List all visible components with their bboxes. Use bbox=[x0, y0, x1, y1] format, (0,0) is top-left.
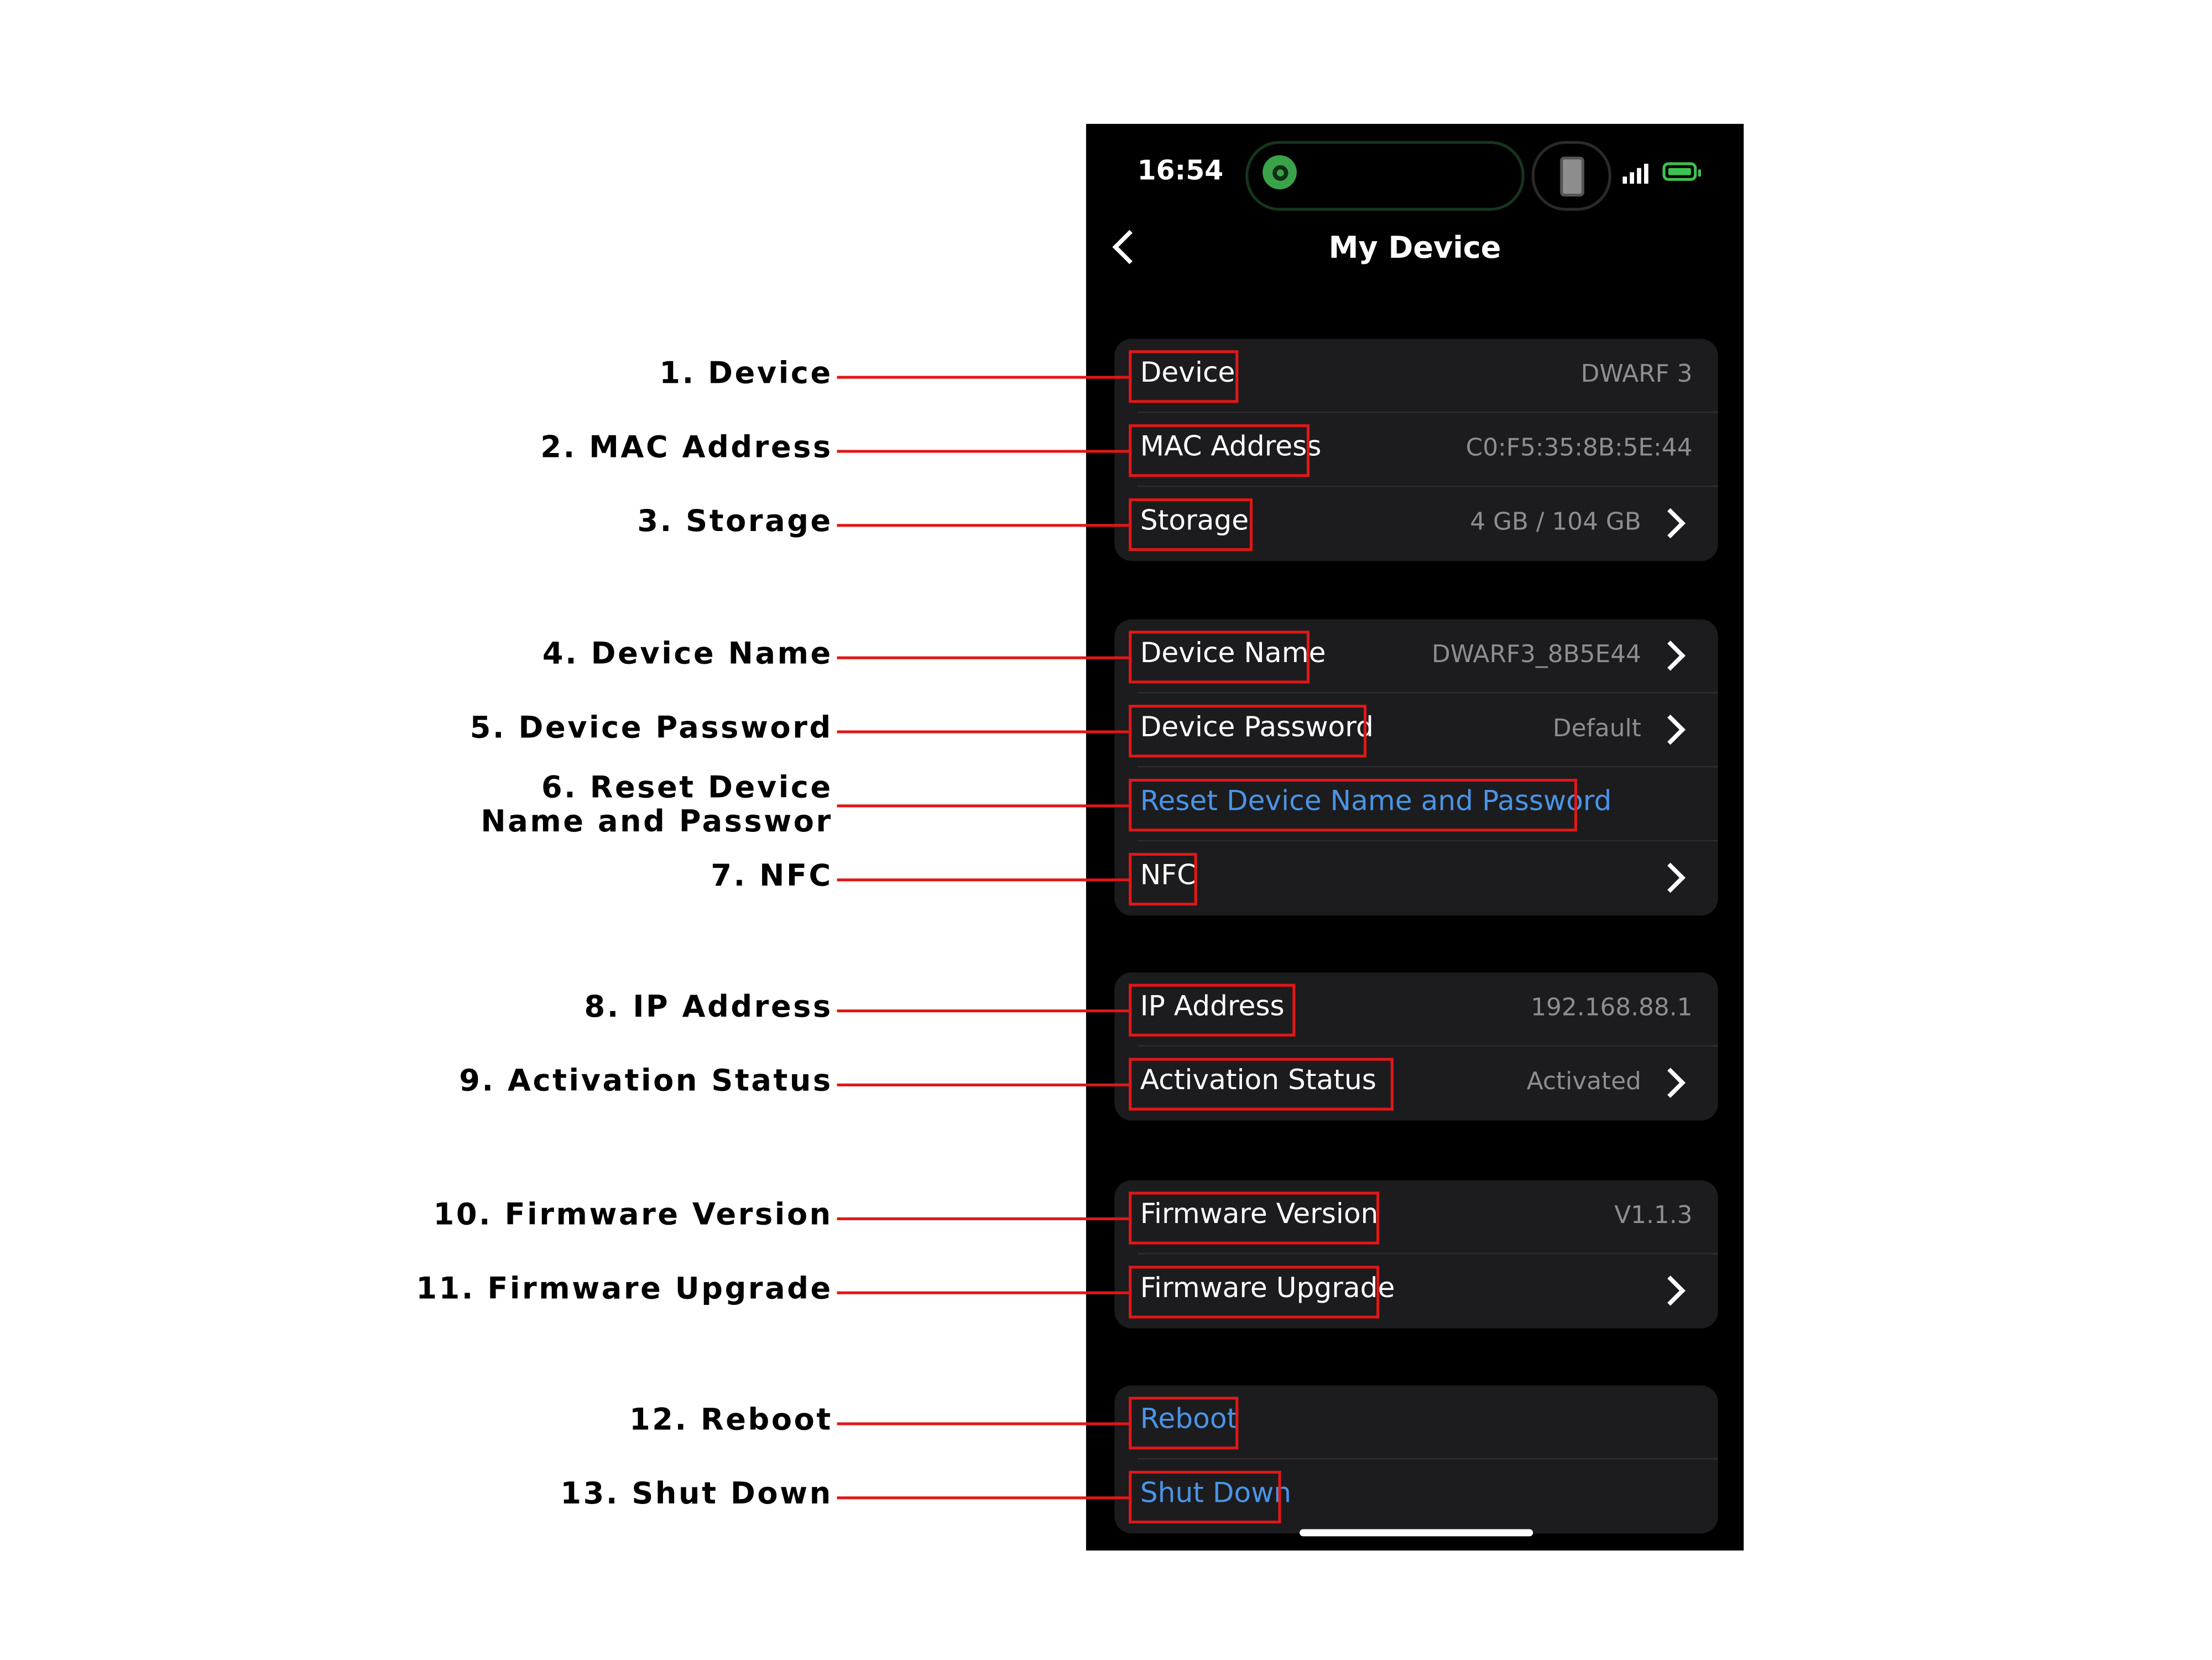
label-highlight-box bbox=[1129, 1058, 1394, 1110]
row-value: DWARF3_8B5E44 bbox=[1431, 641, 1641, 669]
label-highlight-box bbox=[1129, 1266, 1379, 1318]
callout-label: 7. NFC bbox=[711, 857, 833, 892]
callout-connector bbox=[837, 449, 1129, 452]
callout-connector bbox=[837, 878, 1129, 881]
callout-connector bbox=[837, 655, 1129, 658]
label-highlight-box bbox=[1129, 984, 1295, 1037]
row-value: 192.168.88.1 bbox=[1531, 993, 1693, 1023]
callout-label: 6. Reset Device Name and Passwor bbox=[481, 769, 833, 838]
callout-label: 11. Firmware Upgrade bbox=[416, 1271, 833, 1305]
row-label[interactable]: Reboot bbox=[1140, 1402, 1238, 1435]
row-value: Activated bbox=[1526, 1068, 1641, 1096]
callout-label: 13. Shut Down bbox=[560, 1475, 833, 1510]
callout-connector bbox=[837, 1216, 1129, 1219]
callout-connector bbox=[837, 1083, 1129, 1086]
row-label: Device Password bbox=[1140, 710, 1374, 743]
label-highlight-box bbox=[1129, 631, 1310, 683]
page-title: My Device bbox=[1328, 230, 1501, 265]
callout-label: 12. Reboot bbox=[629, 1402, 833, 1436]
row-label: Device bbox=[1140, 356, 1235, 389]
callout-connector bbox=[837, 375, 1129, 378]
row-label[interactable]: Shut Down bbox=[1140, 1476, 1292, 1510]
device-icon bbox=[1560, 157, 1584, 196]
chevron-right-icon[interactable] bbox=[1655, 1276, 1686, 1306]
row-label: IP Address bbox=[1140, 989, 1285, 1023]
callout-connector bbox=[837, 804, 1129, 806]
label-highlight-box bbox=[1129, 779, 1577, 831]
row-value: 4 GB / 104 GB bbox=[1470, 508, 1641, 537]
cellular-signal-icon bbox=[1623, 164, 1648, 184]
callout-label: 2. MAC Address bbox=[540, 429, 833, 464]
label-highlight-box bbox=[1129, 705, 1366, 757]
row-value: Default bbox=[1552, 715, 1641, 743]
callout-label: 1. Device bbox=[659, 355, 833, 389]
callout-connector bbox=[837, 1422, 1129, 1424]
status-time: 16:54 bbox=[1137, 155, 1224, 187]
dynamic-island bbox=[1245, 141, 1525, 211]
chevron-right-icon[interactable] bbox=[1655, 1068, 1686, 1098]
row-label: NFC bbox=[1140, 858, 1197, 892]
dynamic-island-device bbox=[1532, 141, 1611, 211]
row-label: Firmware Upgrade bbox=[1140, 1271, 1395, 1304]
label-highlight-box bbox=[1129, 1471, 1281, 1523]
callout-label: 3. Storage bbox=[637, 503, 833, 538]
row-value: DWARF 3 bbox=[1580, 360, 1693, 389]
chevron-right-icon[interactable] bbox=[1655, 863, 1686, 893]
label-highlight-box bbox=[1129, 1191, 1379, 1244]
label-highlight-box bbox=[1129, 1397, 1238, 1449]
settings-row-nfc[interactable] bbox=[1114, 841, 1718, 915]
phone-screen bbox=[1086, 124, 1744, 1550]
live-activity-icon bbox=[1262, 155, 1297, 190]
row-label: Storage bbox=[1140, 504, 1249, 537]
callout-connector bbox=[837, 1496, 1129, 1498]
callout-label: 8. IP Address bbox=[584, 988, 833, 1023]
callout-label: 9. Activation Status bbox=[459, 1063, 833, 1097]
callout-label: 4. Device Name bbox=[542, 636, 833, 670]
home-indicator[interactable] bbox=[1300, 1529, 1533, 1536]
callout-connector bbox=[837, 1290, 1129, 1293]
label-highlight-box bbox=[1129, 498, 1253, 551]
battery-charging-icon bbox=[1662, 162, 1697, 180]
callout-connector bbox=[837, 1009, 1129, 1012]
chevron-right-icon[interactable] bbox=[1655, 641, 1686, 671]
callout-label: 10. Firmware Version bbox=[433, 1196, 833, 1231]
chevron-right-icon[interactable] bbox=[1655, 715, 1686, 745]
row-label: MAC Address bbox=[1140, 430, 1322, 463]
row-label: Activation Status bbox=[1140, 1063, 1376, 1096]
row-label: Firmware Version bbox=[1140, 1197, 1379, 1230]
row-label: Device Name bbox=[1140, 636, 1326, 669]
chevron-right-icon[interactable] bbox=[1655, 508, 1686, 539]
row-value: V1.1.3 bbox=[1614, 1201, 1693, 1230]
label-highlight-box bbox=[1129, 350, 1238, 403]
label-highlight-box bbox=[1129, 853, 1197, 906]
label-highlight-box bbox=[1129, 424, 1310, 477]
callout-connector bbox=[837, 523, 1129, 526]
row-label[interactable]: Reset Device Name and Password bbox=[1140, 784, 1612, 818]
row-value: C0:F5:35:8B:5E:44 bbox=[1465, 434, 1693, 463]
callout-label: 5. Device Password bbox=[469, 710, 833, 744]
callout-connector bbox=[837, 730, 1129, 732]
